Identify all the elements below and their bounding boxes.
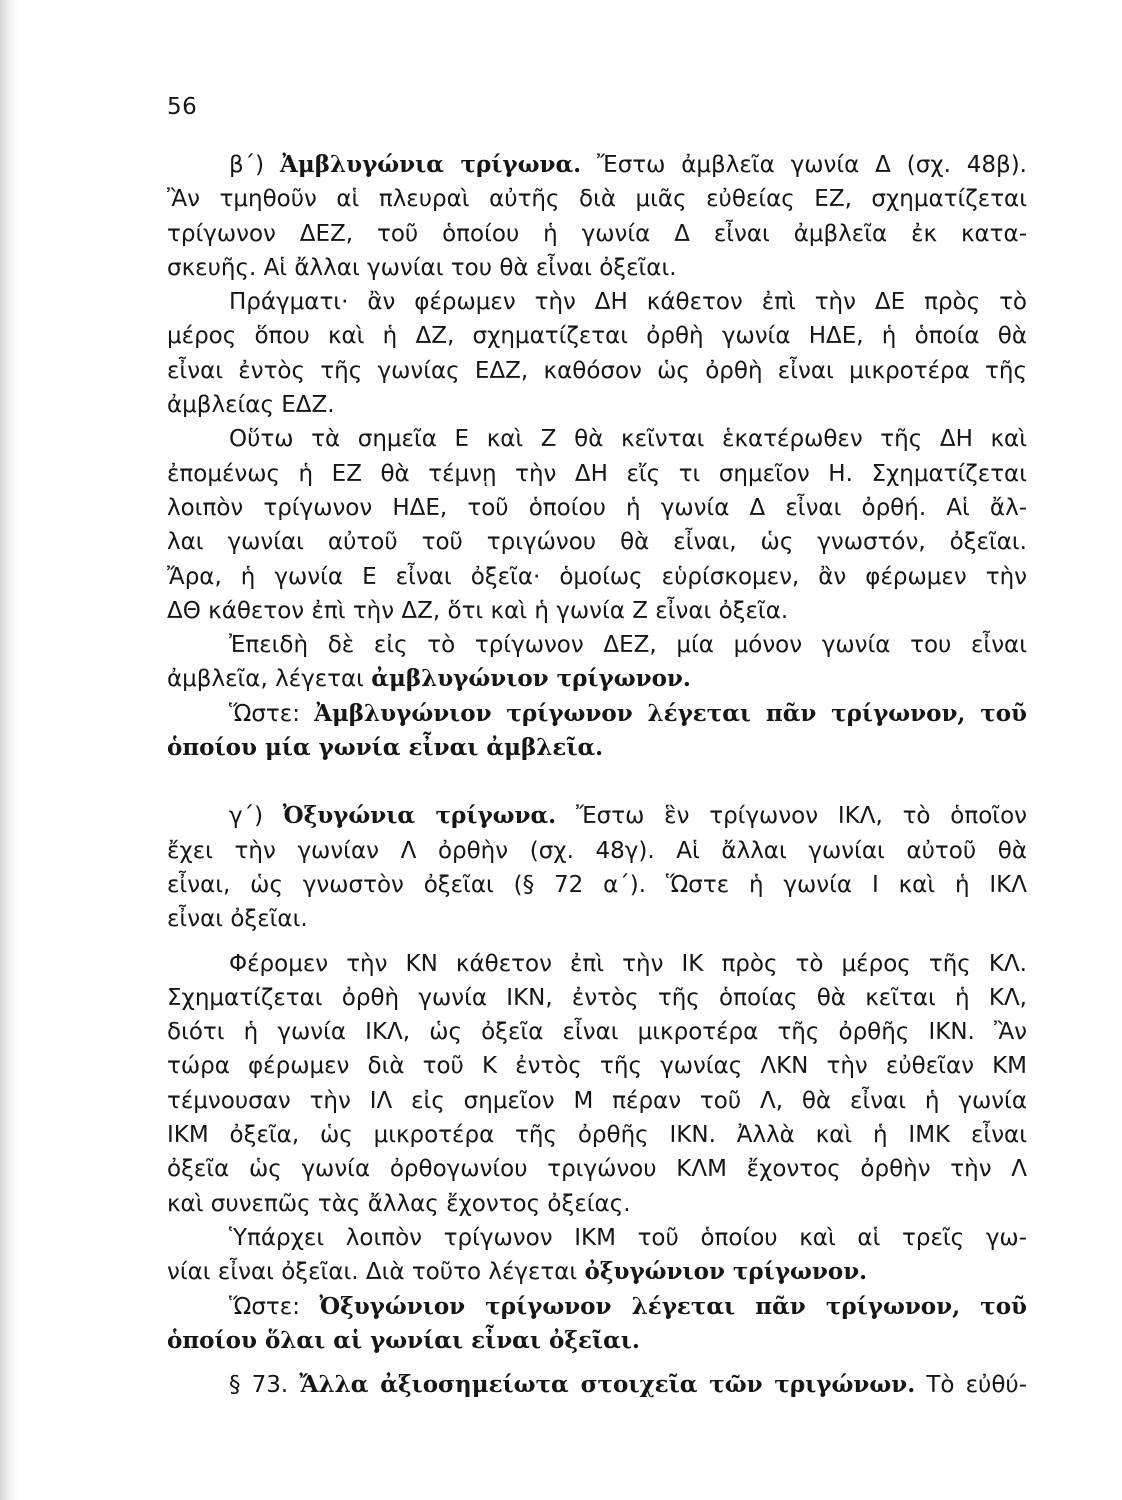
definition-line bbox=[167, 731, 1027, 765]
text-line: Οὕτω τὰ σημεῖα Ε καὶ Ζ θὰ κεῖνται ἑκατέρωθεν τῆς ΔΗ καὶ bbox=[229, 426, 1027, 453]
text-line: εἶναι ὀξεῖαι. bbox=[167, 906, 308, 933]
section-gap bbox=[167, 765, 1027, 799]
text-line: εἶναι, ὡς γνωστὸν ὀξεῖαι (§ 72 α΄). Ὥστε ἡ γωνία Ι καὶ ἡ ΙΚΛ bbox=[167, 871, 1027, 898]
text-line: Ἄρα, ἡ γωνία Ε εἶναι ὀξεῖα· ὁμοίως εὑρίσκομεν, ἂν φέρωμεν τὴν bbox=[167, 563, 1027, 590]
section-73-heading: Ἄλλα ἀξιοσημείωτα στοιχεῖα τῶν τριγώνων. bbox=[299, 1371, 916, 1399]
text-line: ἔχει τὴν γωνίαν Λ ὀρθὴν (σχ. 48γ). Αἱ ἄλλαι γωνίαι αὐτοῦ θὰ bbox=[167, 837, 1027, 864]
text-line: Πράγματι· ἂν φέρωμεν τὴν ΔΗ κάθετον ἐπὶ τὴν ΔΕ πρὸς τὸ bbox=[229, 289, 1027, 316]
text-line: τέμνουσαν τὴν ΙΛ εἰς σημεῖον Μ πέραν τοῦ Λ, θὰ εἶναι ἡ γωνία bbox=[167, 1087, 1027, 1114]
text-line: μέρος ὅπου καὶ ἡ ΔΖ, σχηματίζεται ὀρθὴ γωνία ΗΔΕ, ἡ ὁποία θὰ bbox=[167, 323, 1027, 350]
term-acute-triangle: ὀξυγώνιον τρίγωνον. bbox=[584, 1258, 868, 1286]
text-line: Φέρομεν τὴν ΚΝ κάθετον ἐπὶ τὴν ΙΚ πρὸς τὸ μέρος τῆς ΚΛ. bbox=[229, 950, 1027, 977]
definition-obtuse-cont: ὁποίου μία γωνία εἶναι ἀμβλεῖα. bbox=[167, 734, 604, 762]
text-line: τώρα φέρωμεν διὰ τοῦ Κ ἐντὸς τῆς γωνίας ΛΚΝ τὴν εὐθεῖαν ΚΜ bbox=[167, 1053, 1027, 1080]
term-obtuse-triangle: ἀμβλυγώνιον τρίγωνον. bbox=[371, 665, 691, 693]
page-number: 56 bbox=[167, 94, 198, 120]
text-line: ἐπομένως ἡ ΕΖ θὰ τέμνῃ τὴν ΔΗ εἴς τι σημεῖον Η. Σχηματίζεται bbox=[167, 460, 1027, 487]
text-line: νίαι εἶναι ὀξεῖαι. Διὰ τοῦτο λέγεται ὀξυγώνιον τρίγωνον. bbox=[167, 1258, 868, 1286]
text-line: Σχηματίζεται ὀρθὴ γωνία ΙΚΝ, ἐντὸς τῆς ὁποίας θὰ κεῖται ἡ ΚΛ, bbox=[167, 984, 1027, 1011]
section-beta-heading: Ἀμβλυγώνια τρίγωνα. bbox=[280, 151, 582, 178]
text-line: ἀμβλεῖα, λέγεται ἀμβλυγώνιον τρίγωνον. bbox=[167, 665, 691, 693]
text-line: ΙΚΜ ὀξεῖα, ὡς μικροτέρα τῆς ὀρθῆς ΙΚΝ. Ἀλλὰ καὶ ἡ ΙΜΚ εἶναι bbox=[167, 1122, 1027, 1149]
text-line: ὀξεῖα ὡς γωνία ὀρθογωνίου τριγώνου ΚΛΜ ἔχοντος ὀρθὴν τὴν Λ bbox=[167, 1156, 1027, 1183]
definition-acute-cont: ὁποίου ὅλαι αἱ γωνίαι εἶναι ὀξεῖαι. bbox=[167, 1326, 640, 1354]
text-line: σκευῆς. Αἱ ἄλλαι γωνίαι του θὰ εἶναι ὀξεῖαι. bbox=[167, 254, 677, 281]
body-text bbox=[167, 148, 1027, 1402]
definition-acute: Ὀξυγώνιον τρίγωνον λέγεται πᾶν τρίγωνον, τοῦ bbox=[319, 1292, 1027, 1320]
definition-line: Ὥστε: Ἀμβλυγώνιον τρίγωνον λέγεται πᾶν τρίγωνον, τοῦ bbox=[229, 699, 1027, 727]
section-73-heading-line: § 73. Ἄλλα ἀξιοσημείωτα στοιχεῖα τῶν τριγώνων. Τὸ εὐθύ- bbox=[229, 1371, 1027, 1399]
section-gamma-heading-line: γ΄) Ὀξυγώνια τρίγωνα. Ἔστω ἓν τρίγωνον ΙΚΛ, τὸ ὁποῖον bbox=[229, 802, 1027, 830]
text-line: Ἐπειδὴ δὲ εἰς τὸ τρίγωνον ΔΕΖ, μία μόνον γωνία του εἶναι bbox=[229, 632, 1027, 659]
text-line: τρίγωνον ΔΕΖ, τοῦ ὁποίου ἡ γωνία Δ εἶναι ἀμβλεῖα ἐκ κατα- bbox=[167, 220, 1027, 247]
text-line: εἶναι ἐντὸς τῆς γωνίας ΕΔΖ, καθόσον ὡς ὀρθὴ εἶναι μικροτέρα τῆς bbox=[167, 357, 1027, 384]
page-edge-shadow bbox=[0, 0, 18, 1500]
text-line: ΔΘ κάθετον ἐπὶ τὴν ΔΖ, ὅτι καὶ ἡ γωνία Ζ εἶναι ὀξεῖα. bbox=[167, 597, 789, 624]
text-line: διότι ἡ γωνία ΙΚΛ, ὡς ὀξεῖα εἶναι μικροτέρα τῆς ὀρθῆς ΙΚΝ. Ἂν bbox=[167, 1019, 1027, 1046]
definition-line: Ὥστε: Ὀξυγώνιον τρίγωνον λέγεται πᾶν τρίγωνον, τοῦ bbox=[229, 1292, 1027, 1320]
text-line: λοιπὸν τρίγωνον ΗΔΕ, τοῦ ὁποίου ἡ γωνία Δ εἶναι ὀρθή. Αἱ ἄλ- bbox=[167, 494, 1027, 521]
paragraph-gap bbox=[167, 1358, 1027, 1368]
section-gamma-heading: Ὀξυγώνια τρίγωνα. bbox=[282, 802, 557, 830]
text-line: λαι γωνίαι αὐτοῦ τοῦ τριγώνου θὰ εἶναι, ὡς γνωστόν, ὀξεῖαι. bbox=[167, 529, 1027, 556]
definition-line bbox=[167, 1324, 1027, 1358]
text-line: ἀμβλείας ΕΔΖ. bbox=[167, 392, 335, 419]
paragraph-gap bbox=[167, 937, 1027, 947]
definition-obtuse: Ἀμβλυγώνιον τρίγωνον λέγεται πᾶν τρίγωνον, τοῦ bbox=[314, 699, 1027, 727]
text-line: Ὑπάρχει λοιπὸν τρίγωνον ΙΚΜ τοῦ ὁποίου καὶ αἱ τρεῖς γω- bbox=[229, 1224, 1027, 1251]
text-line: καὶ συνεπῶς τὰς ἄλλας ἔχοντος ὀξείας. bbox=[167, 1190, 631, 1217]
text-line: Ἂν τμηθοῦν αἱ πλευραὶ αὐτῆς διὰ μιᾶς εὐθείας ΕΖ, σχηματίζεται bbox=[167, 186, 1027, 213]
section-beta-heading-line: β΄) Ἀμβλυγώνια τρίγωνα. Ἔστω ἀμβλεῖα γωνία Δ (σχ. 48β). bbox=[229, 151, 1027, 178]
